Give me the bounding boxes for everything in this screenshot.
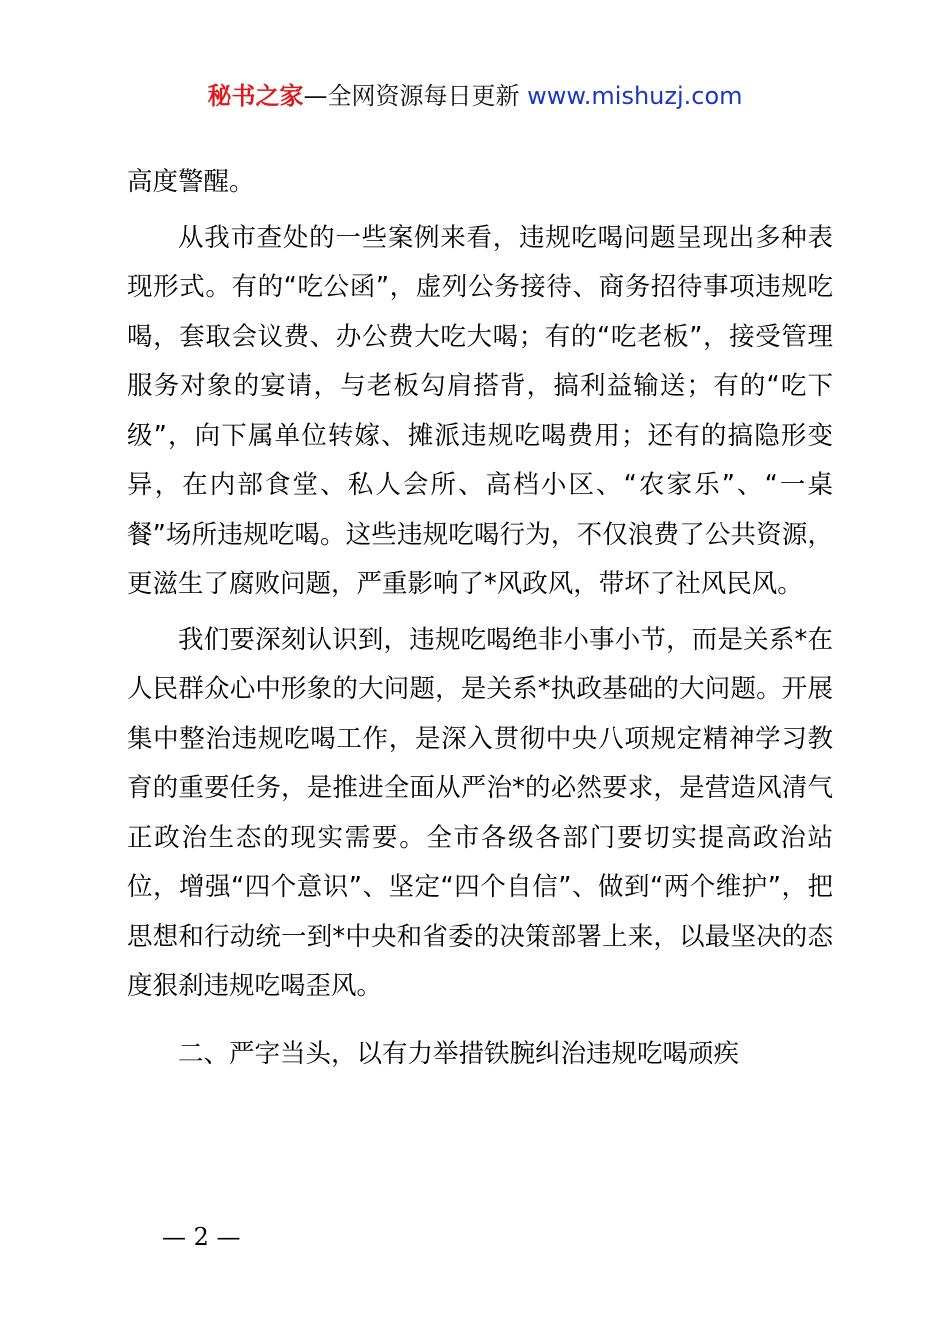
paragraph-awareness: 我们要深刻认识到，违规吃喝绝非小事小节，而是关系*在人民群众心中形象的大问题，是关系*执政基础的大问题。开展集中整治违规吃喝工作，是深入贯彻中央八项规定精神学习教育的重要任务，是推进全面从严治*的必然要求，是营造风清气正政治生态的现实需要。全市各级各部门要切实提高政治站位，增强“四个意识”、坚定“四个自信”、做到“两个维护”，把思想和行动统一到*中央和省委的决策部署上来，以最坚决的态度狠刹违规吃喝歪风。 (127, 624, 833, 1001)
paragraph-continuation: 高度警醒。 (127, 167, 255, 197)
header-url-link[interactable]: www.mishuzj.com (527, 82, 743, 110)
page-number: — 2 — (162, 1223, 241, 1251)
page-header (0, 78, 950, 114)
document-body (127, 158, 833, 1085)
header-tagline: —全网资源每日更新 (303, 82, 520, 110)
header-brand: 秘书之家 (207, 82, 304, 110)
paragraph-cases: 从我市查处的一些案例来看，违规吃喝问题呈现出多种表现形式。有的“吃公函”，虚列公务接待、商务招待事项违规吃喝，套取会议费、办公费大吃大喝；有的“吃老板”，接受管理服务对象的宴请，与老板勾肩搭背，搞利益输送；有的“吃下级”，向下属单位转嫁、摊派违规吃喝费用；还有的搞隐形变异，在内部食堂、私人会所、高档小区、“农家乐”、“一桌餐”场所违规吃喝。这些违规吃喝行为，不仅浪费了公共资源，更滋生了腐败问题，严重影响了*风政风，带坏了社风民风。 (127, 222, 833, 599)
section-heading: 二、严字当头，以有力举措铁腕纠治违规吃喝顽疾 (178, 1038, 740, 1069)
